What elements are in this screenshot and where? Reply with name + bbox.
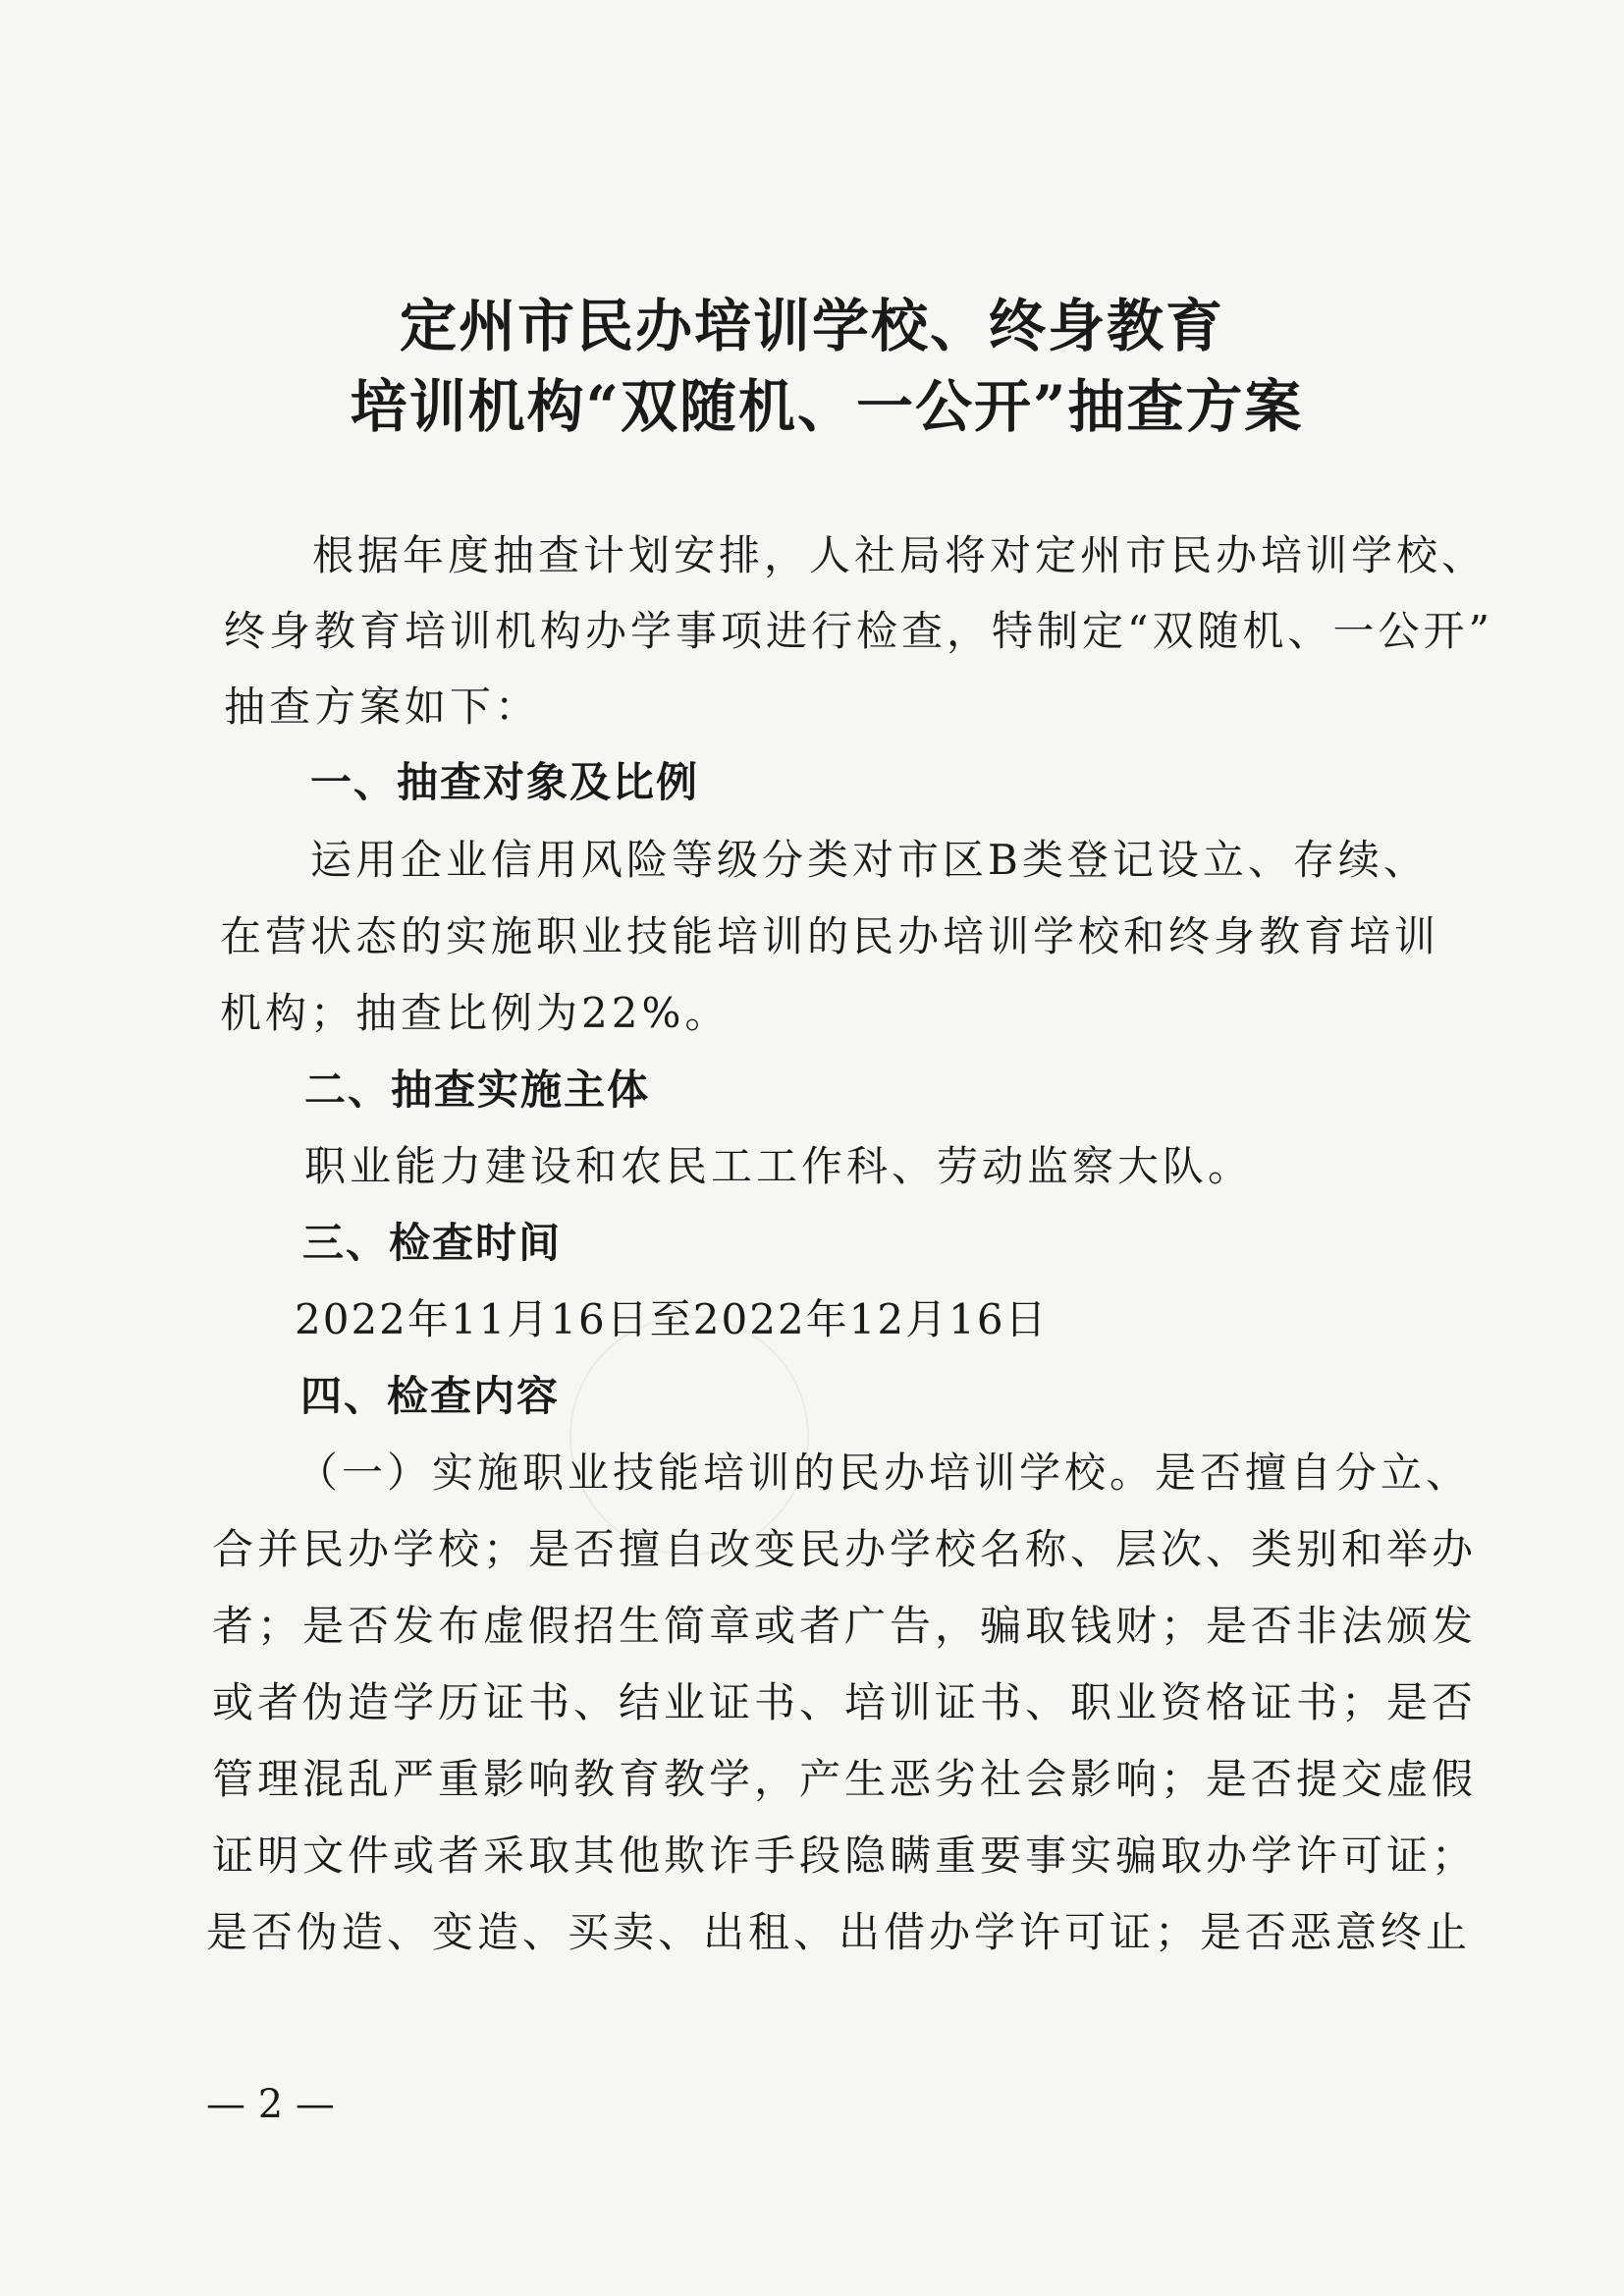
- section-2-line: 职业能力建设和农民工工作科、劳动监察大队。: [304, 1142, 1254, 1190]
- intro-line: 根据年度抽查计划安排，人社局将对定州市民办培训学校、: [312, 531, 1488, 579]
- document-title-line-2: 培训机构“双随机、一公开”抽查方案: [350, 373, 1304, 440]
- section-4-line: 管理混乱严重影响教育教学，产生恶劣社会影响；是否提交虚假: [212, 1755, 1478, 1803]
- faint-seal-mark: [569, 1316, 809, 1556]
- section-heading-2: 二、抽查实施主体: [304, 1066, 651, 1114]
- section-4-line: 或者伪造学历证书、结业证书、培训证书、职业资格证书；是否: [212, 1678, 1478, 1726]
- section-1-line: 在营状态的实施职业技能培训的民办培训学校和终身教育培训: [220, 912, 1440, 960]
- intro-line: 抽查方案如下：: [224, 683, 541, 731]
- section-4-line: 是否伪造、变造、买卖、出租、出借办学许可证；是否恶意终止: [206, 1908, 1472, 1956]
- section-4-line: 证明文件或者采取其他欺诈手段隐瞒重要事实骗取办学许可证；: [212, 1831, 1478, 1880]
- section-4-line: （一）实施职业技能培训的民办培训学校。是否擅自分立、: [297, 1449, 1472, 1497]
- section-heading-4: 四、检查内容: [300, 1372, 561, 1420]
- section-heading-1: 一、抽查对象及比例: [310, 758, 700, 806]
- section-4-line: 者；是否发布虚假招生简章或者广告，骗取钱财；是否非法颁发: [212, 1602, 1478, 1650]
- section-4-line: 合并民办学校；是否擅自改变民办学校名称、层次、类别和举办: [212, 1525, 1478, 1573]
- page-number: — 2 —: [206, 2082, 335, 2127]
- section-3-line: 2022年11月16日至2022年12月16日: [295, 1295, 1049, 1343]
- section-1-line: 运用企业信用风险等级分类对市区B类登记设立、存续、: [310, 836, 1429, 884]
- intro-line: 终身教育培训机构办学事项进行检查，特制定“双随机、一公开”: [224, 607, 1493, 655]
- section-1-line: 机构；抽查比例为22%。: [220, 989, 731, 1037]
- document-title-line-1: 定州市民办培训学校、终身教育: [399, 293, 1224, 359]
- section-heading-3: 三、检查时间: [302, 1219, 563, 1267]
